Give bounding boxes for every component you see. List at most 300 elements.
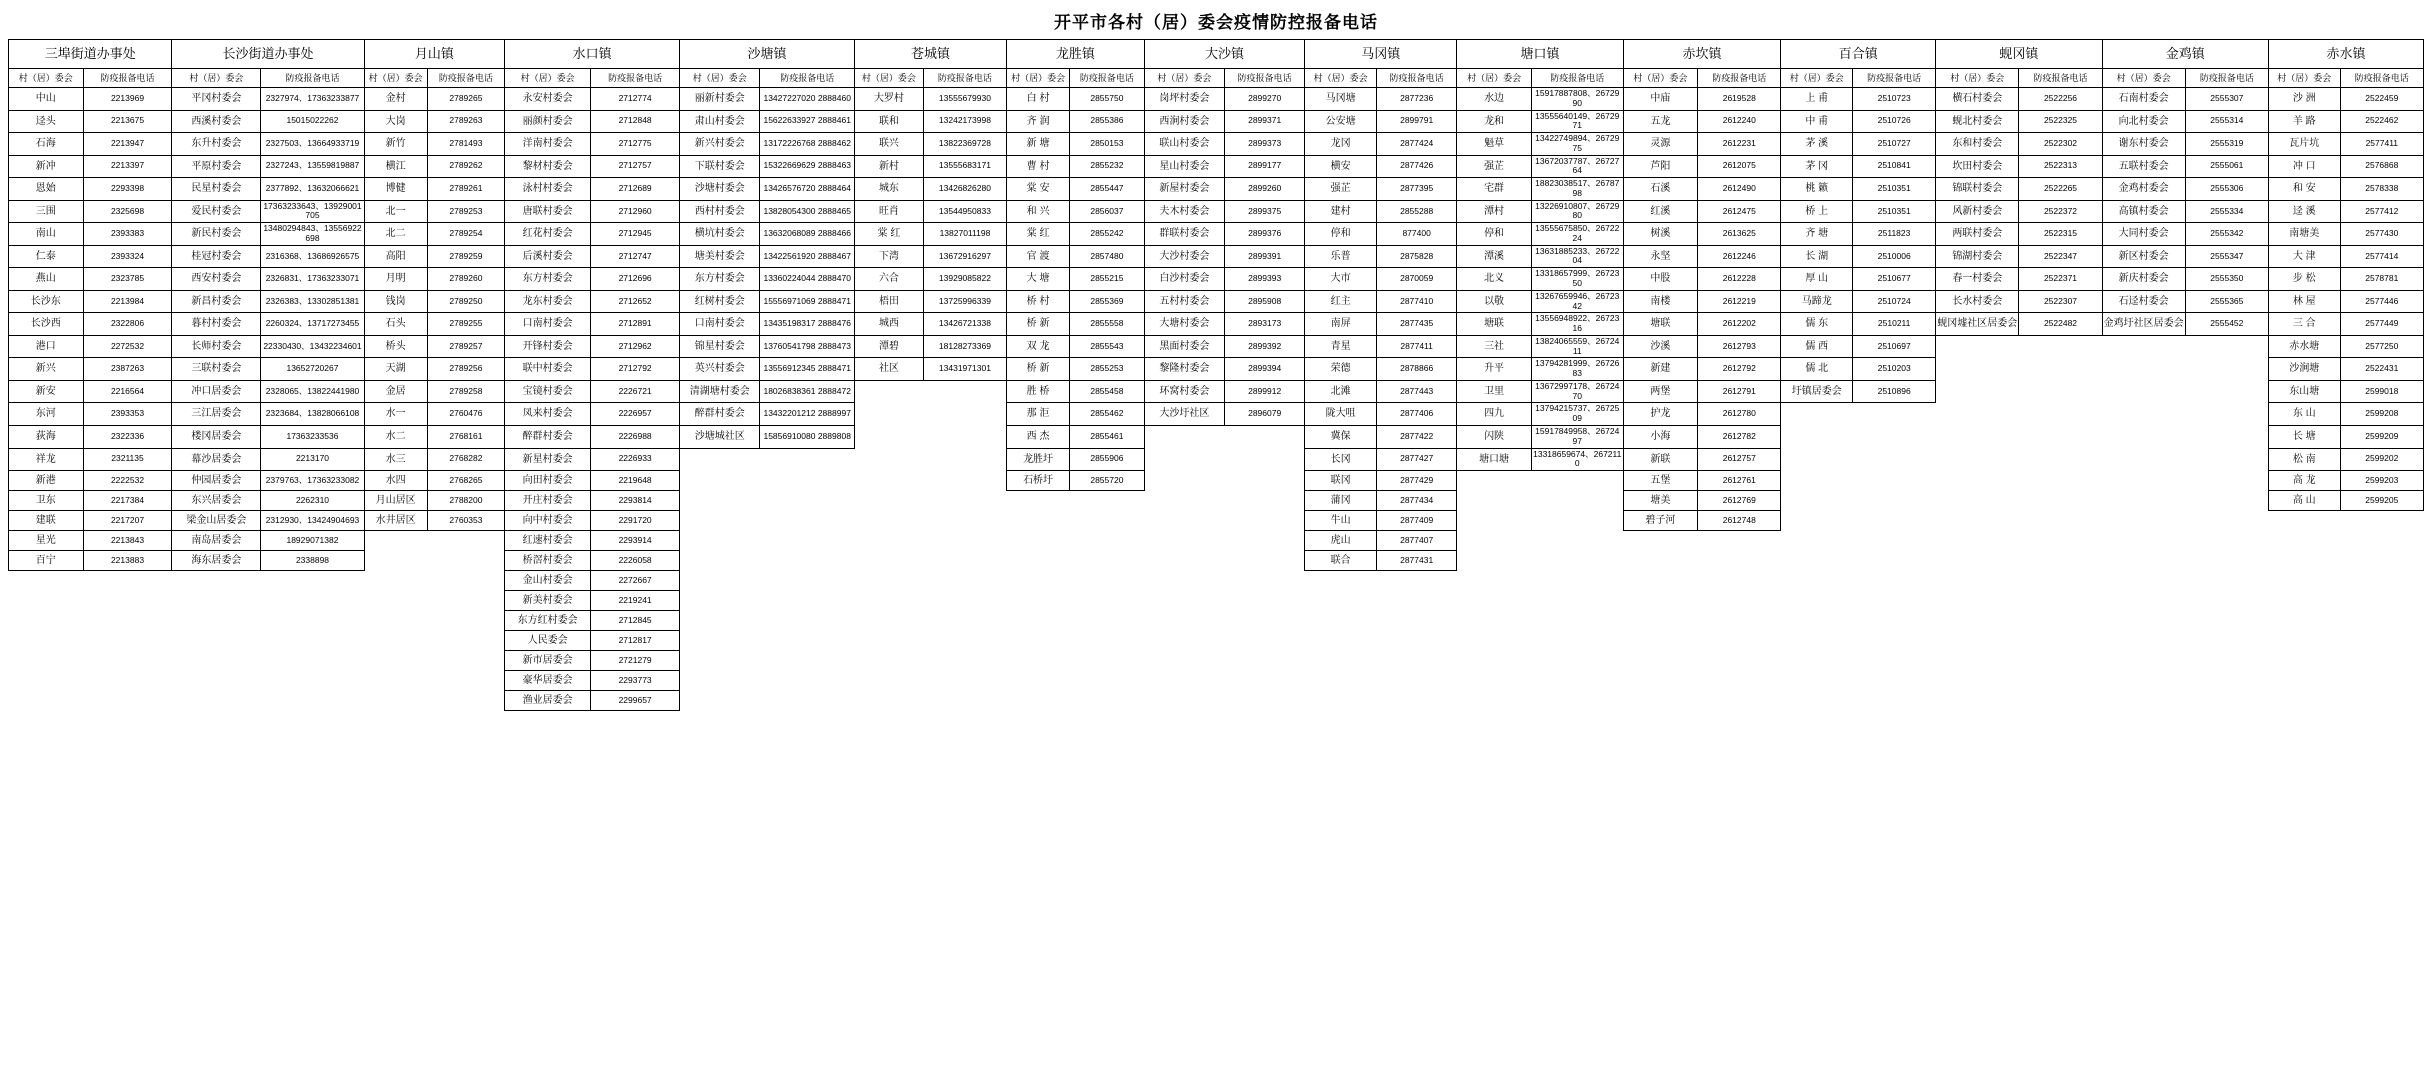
table-row (9, 471, 2424, 491)
cell-phone-number (1376, 651, 1456, 671)
table-row (9, 631, 2424, 651)
cell-phone-number: 2899260 (1224, 178, 1304, 201)
cell-phone-number (1531, 651, 1623, 671)
cell-village-name: 金村 (364, 88, 427, 111)
cell-village-name: 幕沙居委会 (172, 448, 261, 471)
cell-phone-number: 2789254 (427, 223, 504, 246)
cell-phone-number (923, 671, 1006, 691)
cell-phone-number: 2877435 (1376, 313, 1456, 336)
cell-phone-number (2185, 571, 2268, 591)
cell-phone-number: 2511823 (1853, 223, 1936, 246)
col-header-village: 村（居）委会 (2102, 69, 2185, 88)
col-header-village: 村（居）委会 (1936, 69, 2019, 88)
cell-village-name: 长师村委会 (172, 335, 261, 358)
cell-phone-number (1376, 611, 1456, 631)
cell-phone-number (1531, 491, 1623, 511)
cell-phone-number (1853, 531, 1936, 551)
cell-phone-number: 2216564 (83, 380, 172, 403)
cell-phone-number (2019, 448, 2102, 471)
cell-village-name: 平原村委会 (172, 155, 261, 178)
cell-phone-number (2185, 448, 2268, 471)
cell-village-name (2102, 448, 2185, 471)
cell-village-name: 新美村委会 (505, 591, 591, 611)
cell-phone-number: 2613625 (1698, 223, 1781, 246)
cell-phone-number: 877400 (1376, 223, 1456, 246)
cell-village-name: 棠 红 (1007, 223, 1070, 246)
cell-phone-number (1070, 671, 1145, 691)
cell-phone-number (1531, 551, 1623, 571)
cell-village-name: 卫里 (1457, 380, 1532, 403)
cell-village-name (1144, 448, 1224, 471)
cell-phone-number (1224, 491, 1304, 511)
cell-phone-number: 2712757 (591, 155, 680, 178)
cell-phone-number: 2877410 (1376, 290, 1456, 313)
cell-village-name (1007, 511, 1070, 531)
cell-phone-number: 2555306 (2185, 178, 2268, 201)
cell-village-name: 林 屋 (2268, 290, 2340, 313)
cell-village-name: 金鸡村委会 (2102, 178, 2185, 201)
cell-village-name: 乐普 (1305, 245, 1377, 268)
cell-phone-number (923, 380, 1006, 403)
cell-village-name (2268, 551, 2340, 571)
cell-village-name: 松 南 (2268, 448, 2340, 471)
cell-village-name: 龙冈 (1305, 133, 1377, 156)
cell-phone-number (2340, 551, 2423, 571)
cell-phone-number: 2760476 (427, 403, 504, 426)
cell-phone-number (1224, 611, 1304, 631)
cell-village-name (1457, 691, 1532, 711)
cell-village-name: 唐联村委会 (505, 200, 591, 223)
cell-village-name: 桥头 (364, 335, 427, 358)
cell-village-name: 红溪 (1623, 200, 1698, 223)
cell-phone-number: 2899270 (1224, 88, 1304, 111)
cell-phone-number: 2213984 (83, 290, 172, 313)
cell-phone-number: 2789253 (427, 200, 504, 223)
cell-phone-number: 13226910807、2672980 (1531, 200, 1623, 223)
cell-village-name: 月明 (364, 268, 427, 291)
cell-village-name: 爱民村委会 (172, 200, 261, 223)
cell-phone-number: 2393324 (83, 245, 172, 268)
cell-phone-number: 2877424 (1376, 133, 1456, 156)
cell-phone-number (1698, 591, 1781, 611)
cell-phone-number: 2599202 (2340, 448, 2423, 471)
cell-village-name: 大罗村 (855, 88, 924, 111)
table-row (9, 110, 2424, 133)
cell-village-name: 石南村委会 (2102, 88, 2185, 111)
cell-village-name (364, 631, 427, 651)
cell-village-name: 瓦片坑 (2268, 133, 2340, 156)
cell-village-name: 桥 新 (1007, 313, 1070, 336)
cell-village-name (9, 631, 84, 651)
cell-phone-number: 2222532 (83, 471, 172, 491)
cell-village-name (855, 691, 924, 711)
cell-phone-number: 2855750 (1070, 88, 1145, 111)
cell-village-name (1936, 491, 2019, 511)
cell-phone-number: 2291720 (591, 511, 680, 531)
cell-village-name (1007, 671, 1070, 691)
cell-phone-number: 2213969 (83, 88, 172, 111)
cell-village-name: 石迳村委会 (2102, 290, 2185, 313)
cell-phone-number (1853, 631, 1936, 651)
cell-phone-number (923, 425, 1006, 448)
cell-phone-number (1376, 571, 1456, 591)
cell-phone-number (1070, 691, 1145, 711)
cell-village-name: 卫东 (9, 491, 84, 511)
cell-village-name (172, 691, 261, 711)
cell-phone-number: 2510006 (1853, 245, 1936, 268)
cell-village-name: 恩始 (9, 178, 84, 201)
col-header-phone: 防疫报备电话 (2340, 69, 2423, 88)
cell-village-name: 北二 (364, 223, 427, 246)
cell-phone-number (1853, 591, 1936, 611)
cell-village-name (1936, 691, 2019, 711)
cell-village-name (1623, 631, 1698, 651)
cell-phone-number: 2712945 (591, 223, 680, 246)
cell-village-name: 燕山 (9, 268, 84, 291)
cell-phone-number: 13672997178、2672470 (1531, 380, 1623, 403)
group-header-8: 马冈镇 (1305, 40, 1457, 69)
cell-phone-number (2019, 631, 2102, 651)
cell-village-name: 中 甫 (1781, 110, 1853, 133)
cell-phone-number: 2855232 (1070, 155, 1145, 178)
cell-village-name (855, 651, 924, 671)
cell-phone-number (1531, 471, 1623, 491)
cell-village-name: 长水村委会 (1936, 290, 2019, 313)
cell-village-name (680, 651, 760, 671)
cell-village-name: 水二 (364, 425, 427, 448)
cell-village-name (1007, 571, 1070, 591)
cell-phone-number (760, 671, 855, 691)
cell-phone-number (923, 551, 1006, 571)
cell-phone-number: 13929085822 (923, 268, 1006, 291)
cell-village-name (2268, 671, 2340, 691)
cell-phone-number (427, 571, 504, 591)
cell-village-name (680, 471, 760, 491)
cell-phone-number: 2577414 (2340, 245, 2423, 268)
cell-phone-number: 2316368、13686926575 (261, 245, 364, 268)
cell-village-name (9, 691, 84, 711)
cell-phone-number (760, 631, 855, 651)
col-header-phone: 防疫报备电话 (2019, 69, 2102, 88)
col-header-village: 村（居）委会 (364, 69, 427, 88)
table-row (9, 335, 2424, 358)
cell-phone-number (2185, 631, 2268, 651)
cell-village-name: 和 兴 (1007, 200, 1070, 223)
cell-phone-number: 2213397 (83, 155, 172, 178)
cell-phone-number: 2578781 (2340, 268, 2423, 291)
cell-village-name: 冀保 (1305, 425, 1377, 448)
table-row (9, 223, 2424, 246)
cell-village-name (1781, 471, 1853, 491)
cell-village-name: 向中村委会 (505, 511, 591, 531)
cell-village-name (1144, 611, 1224, 631)
cell-village-name: 石头 (364, 313, 427, 336)
col-header-village: 村（居）委会 (172, 69, 261, 88)
cell-village-name (855, 471, 924, 491)
cell-village-name: 塘口塘 (1457, 448, 1532, 471)
cell-phone-number: 2555350 (2185, 268, 2268, 291)
col-header-phone: 防疫报备电话 (591, 69, 680, 88)
cell-village-name: 水一 (364, 403, 427, 426)
cell-phone-number (1698, 671, 1781, 691)
cell-phone-number (2185, 358, 2268, 381)
cell-phone-number: 17363233536 (261, 425, 364, 448)
cell-phone-number: 2522325 (2019, 110, 2102, 133)
table-row (9, 491, 2424, 511)
cell-phone-number: 2760353 (427, 511, 504, 531)
cell-village-name: 开锋村委会 (505, 335, 591, 358)
cell-village-name: 曹 村 (1007, 155, 1070, 178)
cell-village-name (1936, 403, 2019, 426)
cell-village-name: 东方村委会 (680, 268, 760, 291)
cell-phone-number (2185, 380, 2268, 403)
cell-village-name: 旺肖 (855, 200, 924, 223)
cell-phone-number (1853, 691, 1936, 711)
cell-village-name: 联和 (855, 110, 924, 133)
cell-phone-number (2340, 571, 2423, 591)
cell-village-name: 新庆村委会 (2102, 268, 2185, 291)
cell-phone-number (1070, 631, 1145, 651)
cell-phone-number: 2877434 (1376, 491, 1456, 511)
cell-phone-number: 13555675850、2672224 (1531, 223, 1623, 246)
cell-phone-number: 2612793 (1698, 335, 1781, 358)
cell-village-name: 楼冈居委会 (172, 425, 261, 448)
cell-village-name: 横坑村委会 (680, 223, 760, 246)
cell-village-name: 石桥圩 (1007, 471, 1070, 491)
cell-village-name: 三围 (9, 200, 84, 223)
cell-phone-number (1224, 511, 1304, 531)
cell-phone-number: 13242173998 (923, 110, 1006, 133)
cell-village-name (855, 551, 924, 571)
cell-phone-number (1531, 591, 1623, 611)
cell-village-name: 永坚 (1623, 245, 1698, 268)
cell-phone-number: 2789259 (427, 245, 504, 268)
cell-phone-number: 2510726 (1853, 110, 1936, 133)
cell-village-name: 醉群村委会 (505, 425, 591, 448)
cell-village-name: 洋南村委会 (505, 133, 591, 156)
cell-phone-number: 2857480 (1070, 245, 1145, 268)
cell-village-name: 桥 村 (1007, 290, 1070, 313)
group-header-3: 水口镇 (505, 40, 680, 69)
cell-village-name: 停和 (1305, 223, 1377, 246)
cell-phone-number: 2899791 (1376, 110, 1456, 133)
cell-phone-number: 2510211 (1853, 313, 1936, 336)
cell-phone-number: 2510677 (1853, 268, 1936, 291)
cell-village-name: 联兴 (855, 133, 924, 156)
cell-phone-number: 2877429 (1376, 471, 1456, 491)
cell-phone-number: 2510351 (1853, 200, 1936, 223)
cell-phone-number: 13556948922、2672316 (1531, 313, 1623, 336)
cell-phone-number (760, 511, 855, 531)
cell-village-name: 月山居区 (364, 491, 427, 511)
table-row (9, 358, 2424, 381)
cell-phone-number: 2555342 (2185, 223, 2268, 246)
table-row (9, 651, 2424, 671)
cell-phone-number (2019, 471, 2102, 491)
cell-village-name (1936, 631, 2019, 651)
cell-phone-number: 2877443 (1376, 380, 1456, 403)
cell-village-name (1144, 571, 1224, 591)
cell-phone-number: 2712792 (591, 358, 680, 381)
cell-phone-number: 2262310 (261, 491, 364, 511)
cell-phone-number: 2855447 (1070, 178, 1145, 201)
cell-phone-number: 2870059 (1376, 268, 1456, 291)
cell-village-name: 三联村委会 (172, 358, 261, 381)
table-row (9, 268, 2424, 291)
cell-village-name: 高 龙 (2268, 471, 2340, 491)
cell-village-name: 联合 (1305, 551, 1377, 571)
cell-village-name: 三 合 (2268, 313, 2340, 336)
cell-village-name: 桥 上 (1781, 200, 1853, 223)
cell-village-name: 荣德 (1305, 358, 1377, 381)
col-header-phone: 防疫报备电话 (1698, 69, 1781, 88)
cell-phone-number: 2855543 (1070, 335, 1145, 358)
cell-village-name (855, 671, 924, 691)
cell-village-name: 向北村委会 (2102, 110, 2185, 133)
cell-phone-number: 2323684、13828066108 (261, 403, 364, 426)
cell-phone-number: 2877427 (1376, 448, 1456, 471)
cell-phone-number: 2555314 (2185, 110, 2268, 133)
cell-village-name: 和 安 (2268, 178, 2340, 201)
cell-village-name: 红花村委会 (505, 223, 591, 246)
cell-village-name: 塘联 (1623, 313, 1698, 336)
cell-phone-number: 2293814 (591, 491, 680, 511)
cell-phone-number: 2555307 (2185, 88, 2268, 111)
cell-village-name: 新竹 (364, 133, 427, 156)
cell-phone-number: 2312930、13424904693 (261, 511, 364, 531)
cell-village-name (680, 511, 760, 531)
cell-phone-number: 2299657 (591, 691, 680, 711)
col-header-village: 村（居）委会 (855, 69, 924, 88)
cell-phone-number: 2510841 (1853, 155, 1936, 178)
cell-phone-number: 2612475 (1698, 200, 1781, 223)
cell-phone-number: 2612748 (1698, 511, 1781, 531)
cell-phone-number: 2522302 (2019, 133, 2102, 156)
table-sub-header-row (9, 69, 2424, 88)
cell-village-name: 三江居委会 (172, 403, 261, 426)
cell-village-name (1144, 425, 1224, 448)
cell-village-name: 水三 (364, 448, 427, 471)
cell-phone-number: 2260324、13717273455 (261, 313, 364, 336)
cell-village-name: 东 山 (2268, 403, 2340, 426)
table-group-header-row (9, 40, 2424, 69)
cell-phone-number (2019, 591, 2102, 611)
cell-village-name: 金居 (364, 380, 427, 403)
cell-phone-number (1070, 591, 1145, 611)
cell-phone-number: 2577446 (2340, 290, 2423, 313)
cell-village-name: 厚 山 (1781, 268, 1853, 291)
cell-village-name: 口南村委会 (680, 313, 760, 336)
cell-village-name: 护龙 (1623, 403, 1698, 426)
cell-phone-number: 2522482 (2019, 313, 2102, 336)
cell-village-name (1781, 671, 1853, 691)
cell-phone-number: 2217384 (83, 491, 172, 511)
cell-village-name (9, 611, 84, 631)
cell-phone-number: 2328065、13822441980 (261, 380, 364, 403)
cell-phone-number (261, 671, 364, 691)
cell-phone-number: 13555640149、2672971 (1531, 110, 1623, 133)
cell-village-name (1007, 691, 1070, 711)
cell-village-name: 青星 (1305, 335, 1377, 358)
cell-village-name (1936, 531, 2019, 551)
cell-phone-number (1531, 511, 1623, 531)
cell-village-name: 沙塘村委会 (680, 178, 760, 201)
cell-village-name: 潭溪 (1457, 245, 1532, 268)
cell-phone-number (1224, 571, 1304, 591)
cell-phone-number: 2712960 (591, 200, 680, 223)
cell-village-name (2102, 491, 2185, 511)
cell-phone-number (2019, 491, 2102, 511)
cell-village-name: 红主 (1305, 290, 1377, 313)
col-header-village: 村（居）委会 (1144, 69, 1224, 88)
cell-village-name: 联山村委会 (1144, 133, 1224, 156)
cell-phone-number: 2326383、13302851381 (261, 290, 364, 313)
cell-village-name: 长沙东 (9, 290, 84, 313)
cell-village-name (2102, 358, 2185, 381)
cell-village-name: 新兴村委会 (680, 133, 760, 156)
cell-village-name: 新冲 (9, 155, 84, 178)
cell-phone-number: 13360224044 2888470 (760, 268, 855, 291)
cell-village-name (1305, 651, 1377, 671)
table-row (9, 380, 2424, 403)
cell-village-name: 南山 (9, 223, 84, 246)
cell-village-name: 两联村委会 (1936, 223, 2019, 246)
cell-village-name: 石海 (9, 133, 84, 156)
cell-village-name (364, 591, 427, 611)
cell-village-name: 沙 洲 (2268, 88, 2340, 111)
cell-phone-number: 2712747 (591, 245, 680, 268)
cell-phone-number: 2712775 (591, 133, 680, 156)
table-row (9, 571, 2424, 591)
cell-village-name (855, 403, 924, 426)
cell-village-name (1936, 591, 2019, 611)
cell-phone-number (83, 671, 172, 691)
cell-village-name (1936, 651, 2019, 671)
group-header-11: 百合镇 (1781, 40, 1936, 69)
cell-phone-number (1070, 551, 1145, 571)
cell-phone-number (427, 551, 504, 571)
cell-phone-number: 13318659674、2672110 (1531, 448, 1623, 471)
cell-phone-number: 2393383 (83, 223, 172, 246)
page-title: 开平市各村（居）委会疫情防控报备电话 (1054, 13, 1378, 32)
cell-phone-number (261, 631, 364, 651)
cell-village-name (855, 531, 924, 551)
cell-phone-number (1698, 571, 1781, 591)
table-row (9, 133, 2424, 156)
cell-phone-number: 2612490 (1698, 178, 1781, 201)
cell-phone-number (2185, 335, 2268, 358)
cell-village-name (2268, 511, 2340, 531)
cell-phone-number (2185, 671, 2268, 691)
phone-directory-table-wrap (0, 39, 2432, 711)
cell-village-name: 中山 (9, 88, 84, 111)
cell-village-name: 西溪村委会 (172, 110, 261, 133)
group-header-4: 沙塘镇 (680, 40, 855, 69)
cell-village-name (1007, 611, 1070, 631)
cell-village-name: 马蹄龙 (1781, 290, 1853, 313)
cell-phone-number (1070, 611, 1145, 631)
group-header-5: 苍城镇 (855, 40, 1007, 69)
cell-phone-number (1224, 671, 1304, 691)
cell-village-name (1144, 511, 1224, 531)
cell-phone-number: 13794281999、2672683 (1531, 358, 1623, 381)
cell-village-name: 高镇村委会 (2102, 200, 2185, 223)
cell-village-name (9, 651, 84, 671)
cell-phone-number (1698, 551, 1781, 571)
cell-phone-number: 2877407 (1376, 531, 1456, 551)
cell-village-name: 潭村 (1457, 200, 1532, 223)
cell-village-name: 大岗 (364, 110, 427, 133)
